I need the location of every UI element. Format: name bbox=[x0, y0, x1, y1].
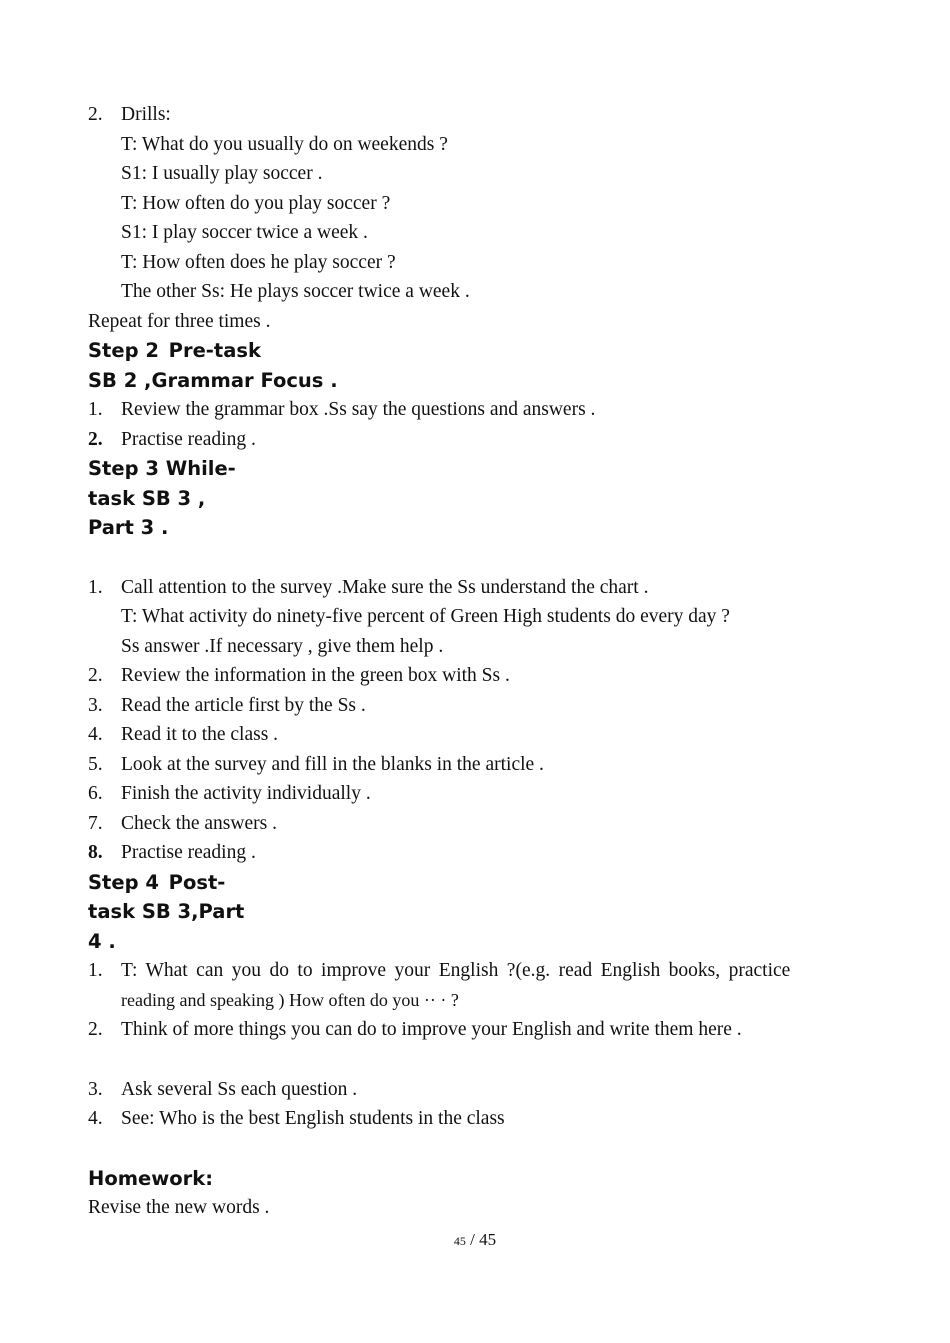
drill-line: S1: I usually play soccer . bbox=[121, 163, 323, 184]
list-text: Practise reading . bbox=[121, 428, 256, 450]
list-number: 2. bbox=[88, 104, 103, 125]
step3-heading: Step 3 While- bbox=[88, 457, 236, 480]
list-number: 2. bbox=[88, 1019, 103, 1040]
list-number: 8. bbox=[88, 842, 103, 863]
list-item bbox=[88, 779, 863, 809]
list-text: Read it to the class . bbox=[121, 724, 279, 745]
homework-heading: Homework: bbox=[88, 1166, 214, 1190]
homework-text: Revise the new words . bbox=[88, 1197, 270, 1218]
step3-heading-line3: Part 3 . bbox=[88, 516, 169, 539]
list-item bbox=[88, 661, 863, 691]
step2-subheading: SB 2 ,Grammar Focus . bbox=[88, 368, 338, 392]
document-page bbox=[88, 100, 863, 1223]
list-number: 4. bbox=[88, 1108, 103, 1129]
list-number: 3. bbox=[88, 1078, 103, 1100]
list-item bbox=[88, 750, 863, 780]
step4-heading: Step 4 Post- bbox=[88, 870, 226, 894]
list-text: Think of more things you can do to improve your English and write them here . bbox=[121, 1019, 742, 1040]
list-item bbox=[88, 425, 863, 455]
page-total: 45 bbox=[479, 1230, 497, 1249]
list-item bbox=[88, 573, 863, 603]
list-text: Finish the activity individually . bbox=[121, 783, 371, 804]
drill-line: The other Ss: He plays soccer twice a week . bbox=[121, 281, 470, 302]
list-item bbox=[88, 691, 863, 721]
step4-heading-line3: 4 . bbox=[88, 929, 116, 953]
list-item bbox=[88, 956, 863, 986]
list-item bbox=[88, 838, 863, 868]
drill-line: S1: I play soccer twice a week . bbox=[121, 222, 368, 243]
spacer bbox=[88, 543, 863, 573]
list-number: 6. bbox=[88, 783, 103, 804]
list-number: 1. bbox=[88, 576, 103, 598]
repeat-note: Repeat for three times . bbox=[88, 310, 271, 332]
list-number: 1. bbox=[88, 960, 103, 981]
list-text: Review the information in the green box with Ss . bbox=[121, 665, 510, 686]
list-text: Practise reading . bbox=[121, 842, 256, 863]
list-text: Call attention to the survey .Make sure the Ss understand the chart . bbox=[121, 576, 649, 598]
page-separator: / bbox=[465, 1230, 480, 1249]
list-text: Ask several Ss each question . bbox=[121, 1078, 358, 1100]
step3-heading-line2: task SB 3 , bbox=[88, 486, 206, 510]
list-item bbox=[88, 720, 863, 750]
list-item bbox=[88, 395, 863, 425]
list-text: Review the grammar box .Ss say the questions and answers . bbox=[121, 399, 596, 420]
list-text: Read the article first by the Ss . bbox=[121, 694, 366, 716]
step4-heading-line2: task SB 3,Part bbox=[88, 900, 245, 923]
drill-line: T: How often do you play soccer ? bbox=[121, 192, 391, 214]
spacer bbox=[88, 1045, 863, 1075]
list-number: 2. bbox=[88, 665, 103, 686]
list-item bbox=[88, 809, 863, 839]
list-number: 2. bbox=[88, 428, 103, 450]
list-text: Check the answers . bbox=[121, 812, 277, 834]
list-number: 1. bbox=[88, 399, 103, 420]
list-text: Look at the survey and fill in the blanks in the article . bbox=[121, 753, 544, 775]
step2-heading: Step 2 Pre-task bbox=[88, 339, 261, 362]
list-number: 3. bbox=[88, 694, 103, 716]
drill-line: T: How often does he play soccer ? bbox=[121, 251, 396, 273]
drills-title: Drills: bbox=[121, 104, 171, 125]
list-item bbox=[88, 1015, 863, 1045]
list-number: 5. bbox=[88, 753, 103, 775]
list-text-line2: reading and speaking ) How often do you ·· · ? bbox=[121, 989, 459, 1010]
list-number: 7. bbox=[88, 812, 103, 834]
spacer bbox=[88, 1134, 863, 1164]
list-number: 4. bbox=[88, 724, 103, 745]
page-number bbox=[0, 1228, 950, 1253]
list-text-line1: T: What can you do to improve your English ?(e.g. read English books, practice bbox=[121, 960, 791, 981]
list-item bbox=[88, 1104, 863, 1134]
list-item-drills bbox=[88, 100, 863, 130]
page-current: 45 bbox=[453, 1234, 466, 1248]
list-subline: Ss answer .If necessary , give them help . bbox=[121, 635, 444, 657]
drill-line: T: What do you usually do on weekends ? bbox=[121, 133, 448, 155]
list-subline: T: What activity do ninety-five percent of Green High students do every day ? bbox=[121, 606, 730, 627]
list-text: See: Who is the best English students in the class bbox=[121, 1108, 505, 1129]
list-item bbox=[88, 1075, 863, 1105]
